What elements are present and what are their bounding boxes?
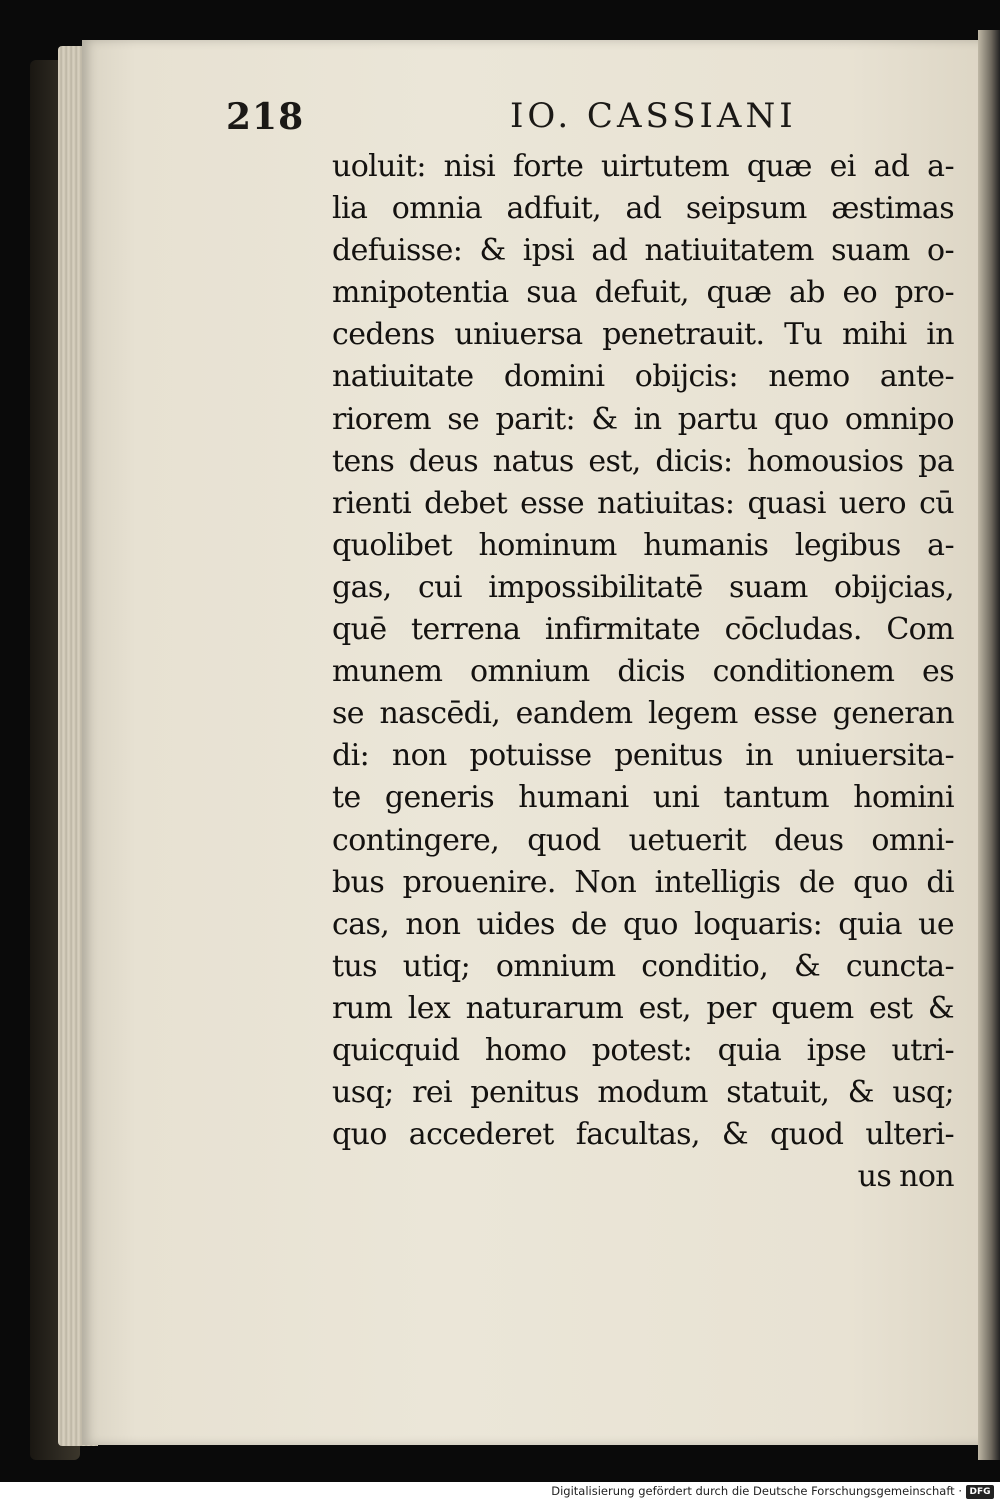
text-line: tus utiq; omnium conditio, & cuncta- [332,948,954,984]
text-line: riorem se parit: & in partu quo omnipo [332,401,954,437]
text-line: lia omnia adfuit, ad seipsum æstimas [332,191,954,227]
text-line: mnipotentia sua defuit, quæ ab eo pro- [332,275,954,311]
text-line: usq; rei penitus modum statuit, & usq; [332,1075,954,1111]
text-line: cedens uniuersa penetrauit. Tu mihi in [332,317,954,353]
text-line: rienti debet esse natiuitas: quasi uero cū [332,485,954,521]
text-line: defuisse: & ipsi ad natiuitatem suam o- [332,233,954,269]
text-line: uoluit: nisi forte uirtutem quæ ei ad a- [332,149,954,184]
text-line: tens deus natus est, dicis: homousios pa [332,443,954,479]
text-line: contingere, quod uetuerit deus omni- [332,822,954,858]
text-line: bus prouenire. Non intelligis de quo di [332,864,954,900]
dfg-logo: DFG [966,1485,994,1499]
text-line: quo accederet facultas, & quod ulteri- [332,1117,954,1153]
page-gutter-shadow [978,30,1000,1460]
digitization-credit: Digitalisierung gefördert durch die Deutsche Forschungsgemeinschaft · [551,1484,962,1498]
text-line: munem omnium dicis conditionem es [332,654,954,690]
text-line: natiuitate domini obijcis: nemo ante- [332,359,954,395]
text-line: gas, cui impossibilitatē suam obijcias, [332,569,954,605]
text-line: quicquid homo potest: quia ipse utri- [332,1032,954,1068]
text-line: te generis humani uni tantum homini [332,780,954,816]
text-line: us non [857,1159,954,1195]
text-line: se nascēdi, eandem legem esse generan [332,696,954,732]
text-line: quē terrena infirmitate cōcludas. Com [332,612,954,648]
text-line: quolibet hominum humanis legibus a- [332,527,954,563]
text-line: di: non potuisse penitus in uniuersita- [332,738,954,774]
text-line: rum lex naturarum est, per quem est & [332,990,954,1026]
running-title: IO. CASSIANI [510,96,797,136]
body-text [332,146,954,1198]
page-number: 218 [226,96,305,138]
text-line: cas, non uides de quo loquaris: quia ue [332,906,954,942]
